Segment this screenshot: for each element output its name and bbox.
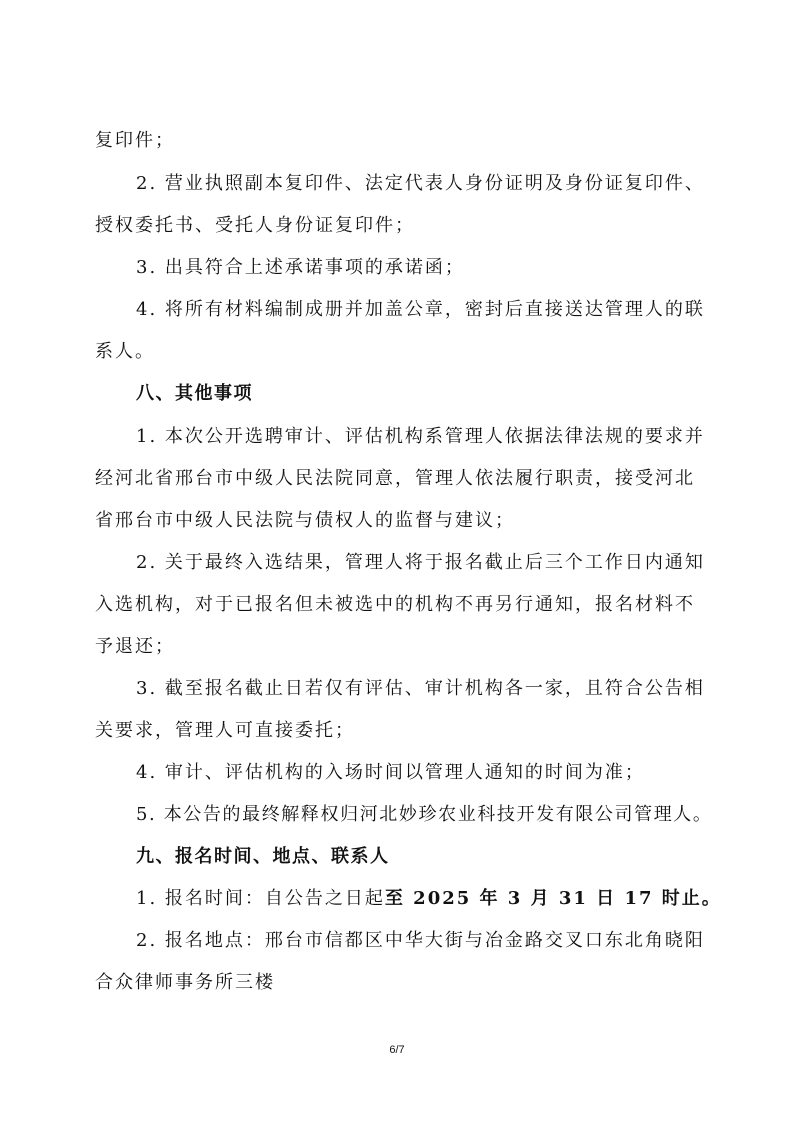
- body-line: 入选机构，对于已报名但未被选中的机构不再另行通知，报名材料不: [95, 594, 695, 615]
- registration-time-line: [136, 887, 722, 911]
- list-item: 5. 本公告的最终解释权归河北妙珍农业科技开发有限公司管理人。: [136, 804, 713, 825]
- list-item: 2. 关于最终入选结果，管理人将于报名截止后三个工作日内通知: [136, 552, 705, 573]
- registration-time-label: 1. 报名时间：自公告之日起: [136, 888, 385, 909]
- body-line: 经河北省邢台市中级人民法院同意，管理人依法履行职责，接受河北: [95, 468, 695, 489]
- body-line: 系人。: [95, 341, 155, 362]
- section-heading: 八、其他事项: [136, 383, 253, 404]
- list-item: 2. 报名地点：邢台市信都区中华大街与冶金路交叉口东北角晓阳: [136, 930, 705, 951]
- list-item: 3. 截至报名截止日若仅有评估、审计机构各一家，且符合公告相: [136, 678, 705, 699]
- body-line: 合众律师事务所三楼: [95, 972, 275, 993]
- body-line: 复印件；: [95, 130, 175, 151]
- list-item: 4. 审计、评估机构的入场时间以管理人通知的时间为准；: [136, 762, 645, 783]
- list-item: 1. 本次公开选聘审计、评估机构系管理人依据法律法规的要求并: [136, 426, 705, 447]
- list-item: 2. 营业执照副本复印件、法定代表人身份证明及身份证复印件、: [136, 173, 705, 194]
- body-line: 省邢台市中级人民法院与债权人的监督与建议；: [95, 510, 515, 531]
- list-item: 4. 将所有材料编制成册并加盖公章，密封后直接送达管理人的联: [136, 299, 705, 320]
- body-line: 授权委托书、受托人身份证复印件；: [95, 215, 415, 236]
- body-line: 予退还；: [95, 636, 175, 657]
- list-item: 3. 出具符合上述承诺事项的承诺函；: [136, 257, 465, 278]
- body-line: 关要求，管理人可直接委托；: [95, 720, 355, 741]
- registration-deadline: 至 2025 年 3 月 31 日 17 时止。: [384, 888, 722, 909]
- page-number: 6/7: [389, 1044, 405, 1056]
- section-heading: 九、报名时间、地点、联系人: [136, 846, 390, 867]
